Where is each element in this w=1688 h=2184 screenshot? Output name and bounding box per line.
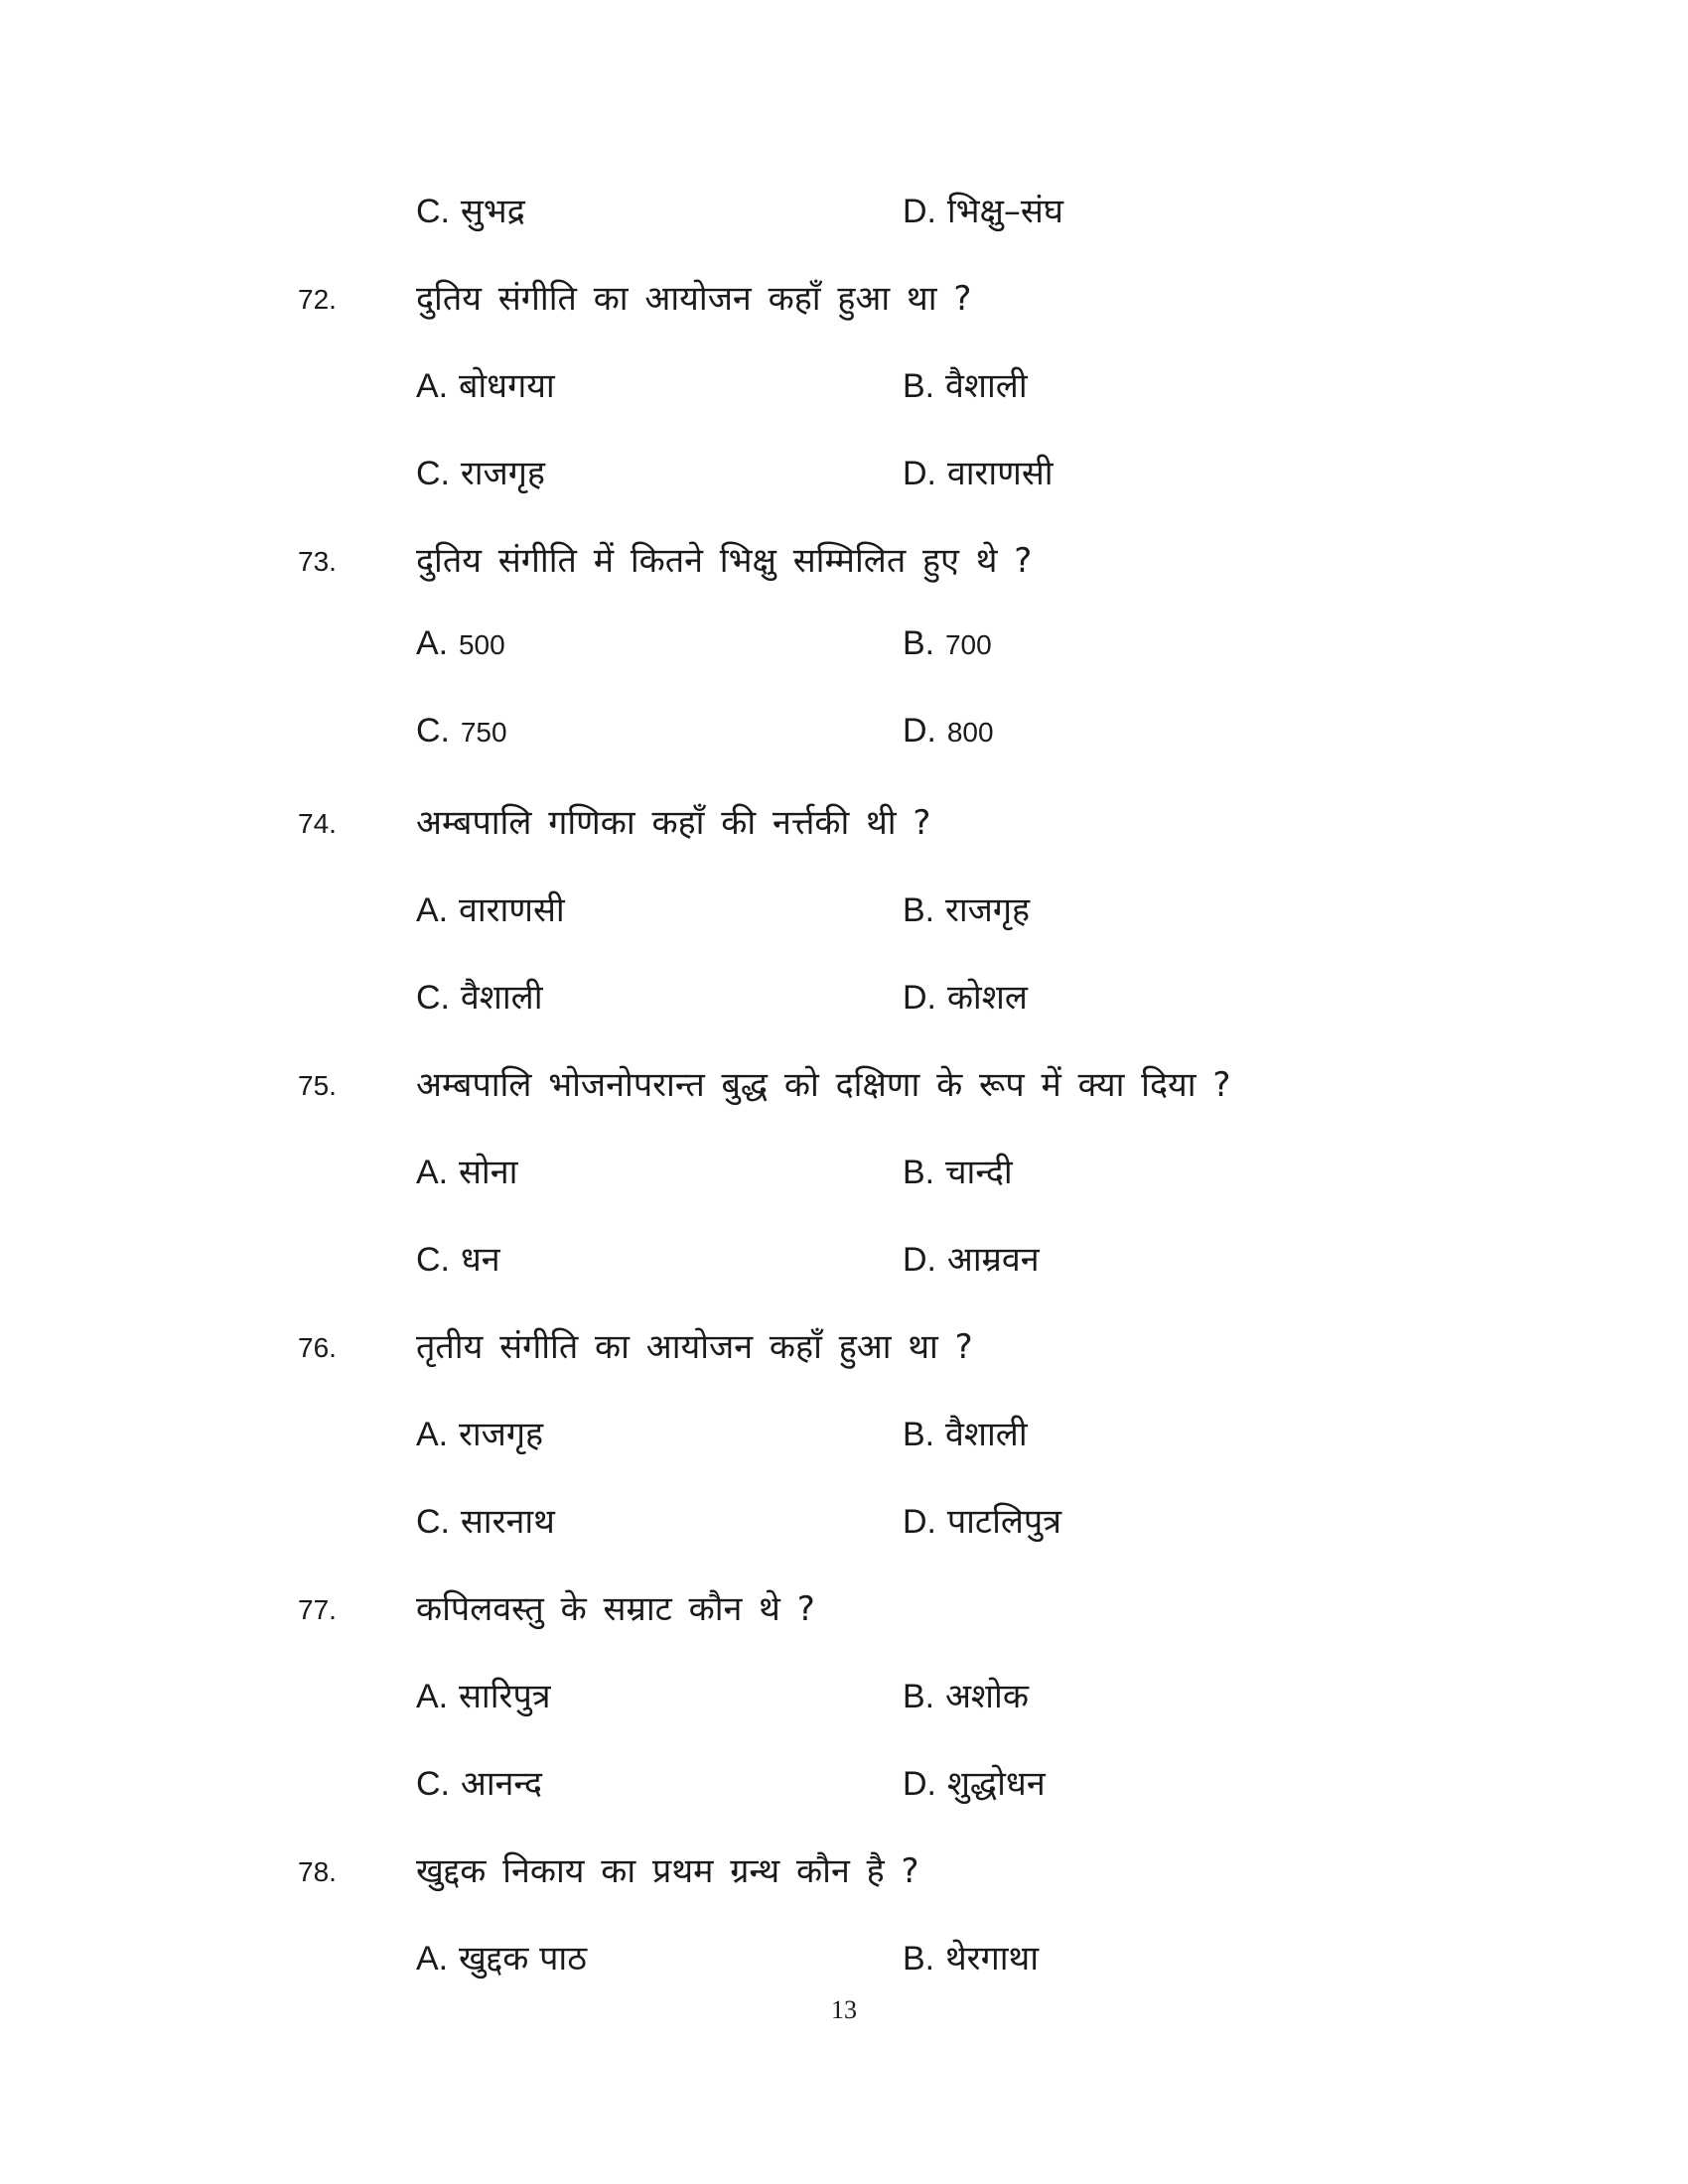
option-letter: D. xyxy=(903,193,936,230)
option-row xyxy=(0,1227,1688,1287)
option-d xyxy=(903,1759,1046,1805)
question-number: 78. xyxy=(298,1856,337,1887)
option-text: राजगृह xyxy=(944,890,1031,930)
option-letter: B. xyxy=(903,1154,935,1191)
option-letter: B. xyxy=(903,891,935,929)
option-letter: C. xyxy=(416,1503,450,1541)
option-letter: B. xyxy=(903,367,935,405)
option-letter: A. xyxy=(416,624,449,662)
option-letter: A. xyxy=(416,1154,449,1191)
option-b xyxy=(903,361,1028,407)
option-text: पाटलिपुत्र xyxy=(946,1502,1062,1542)
option-row xyxy=(0,441,1688,500)
option-text: शुद्धोधन xyxy=(946,1764,1046,1804)
option-text: भिक्षु–संघ xyxy=(946,192,1063,231)
option-c xyxy=(416,1235,500,1281)
option-letter: D. xyxy=(903,1241,936,1279)
option-letter: A. xyxy=(416,1678,449,1715)
question-text: कपिलवस्तु के सम्राट कौन थे ? xyxy=(416,1589,815,1629)
option-letter: C. xyxy=(416,1241,450,1279)
option-row xyxy=(0,703,1688,762)
option-b xyxy=(903,1672,1029,1717)
question-number: 74. xyxy=(298,808,337,839)
option-row xyxy=(0,878,1688,937)
question-text: खुद्दक निकाय का प्रथम ग्रन्थ कौन है ? xyxy=(416,1851,919,1891)
option-letter: C. xyxy=(416,455,450,492)
option-c xyxy=(416,1759,542,1805)
option-text: सारनाथ xyxy=(460,1502,555,1542)
option-text: आम्रवन xyxy=(946,1240,1040,1280)
question-row xyxy=(0,1839,1688,1898)
option-text: अशोक xyxy=(944,1677,1029,1716)
option-d xyxy=(903,449,1054,494)
option-a xyxy=(416,361,555,407)
question-row xyxy=(0,1052,1688,1112)
question-number: 77. xyxy=(298,1594,337,1625)
option-b xyxy=(903,623,992,663)
option-letter: D. xyxy=(903,979,936,1017)
option-letter: A. xyxy=(416,1416,449,1453)
option-a xyxy=(416,1410,543,1455)
option-a xyxy=(416,1934,587,1979)
option-row xyxy=(0,1751,1688,1811)
option-d xyxy=(903,711,994,751)
option-row xyxy=(0,1402,1688,1461)
question-text: दुतिय संगीति में कितने भिक्षु सम्मिलित हुए थे ? xyxy=(416,541,1033,581)
option-letter: C. xyxy=(416,1765,450,1803)
option-row xyxy=(0,615,1688,675)
option-text: राजगृह xyxy=(458,1415,544,1454)
option-c xyxy=(416,187,525,232)
question-text: अम्बपालि भोजनोपरान्त बुद्ध को दक्षिणा के रूप में क्या दिया ? xyxy=(416,1065,1231,1105)
option-row xyxy=(0,965,1688,1024)
question-row xyxy=(0,266,1688,326)
option-d xyxy=(903,187,1063,232)
question-text: दुतिय संगीति का आयोजन कहाँ हुआ था ? xyxy=(416,279,972,319)
option-text: सुभद्र xyxy=(460,192,525,231)
option-letter: B. xyxy=(903,1940,935,1978)
question-number: 73. xyxy=(298,546,337,577)
question-number: 75. xyxy=(298,1070,337,1101)
option-letter: A. xyxy=(416,367,449,405)
option-letter: D. xyxy=(903,1765,936,1803)
option-row xyxy=(0,1926,1688,1985)
option-text: थेरगाथा xyxy=(944,1939,1040,1979)
option-a xyxy=(416,886,565,931)
option-text: सोना xyxy=(458,1153,518,1192)
option-b xyxy=(903,886,1030,931)
option-c xyxy=(416,1497,555,1543)
option-letter: C. xyxy=(416,979,450,1017)
option-text: बोधगया xyxy=(458,366,555,406)
option-a xyxy=(416,623,505,663)
option-b xyxy=(903,1410,1028,1455)
option-row xyxy=(0,1664,1688,1723)
page-number: 13 xyxy=(831,1995,857,2024)
option-text: आनन्द xyxy=(460,1764,542,1804)
question-row xyxy=(0,1576,1688,1636)
question-number: 76. xyxy=(298,1332,337,1363)
option-text: सारिपुत्र xyxy=(458,1677,551,1716)
option-text: वैशाली xyxy=(944,1415,1028,1454)
option-text: 500 xyxy=(458,629,505,660)
option-text: कोशल xyxy=(946,978,1028,1018)
option-letter: D. xyxy=(903,712,936,750)
option-c xyxy=(416,973,543,1019)
option-a xyxy=(416,1148,517,1193)
option-text: राजगृह xyxy=(460,454,545,493)
question-row xyxy=(0,1314,1688,1374)
option-c xyxy=(416,449,545,494)
question-row xyxy=(0,528,1688,588)
option-letter: D. xyxy=(903,1503,936,1541)
option-text: चान्दी xyxy=(944,1153,1013,1192)
question-text: तृतीय संगीति का आयोजन कहाँ हुआ था ? xyxy=(416,1327,973,1367)
option-letter: B. xyxy=(903,1416,935,1453)
option-d xyxy=(903,1235,1040,1281)
option-row xyxy=(0,1140,1688,1199)
option-text: खुद्दक पाठ xyxy=(458,1939,587,1979)
option-letter: C. xyxy=(416,712,450,750)
option-text: वैशाली xyxy=(460,978,543,1018)
option-letter: B. xyxy=(903,1678,935,1715)
option-letter: A. xyxy=(416,1940,449,1978)
option-b xyxy=(903,1934,1039,1979)
option-d xyxy=(903,973,1028,1019)
option-text: वाराणसी xyxy=(946,454,1054,493)
option-c xyxy=(416,711,507,751)
question-row xyxy=(0,790,1688,850)
option-row xyxy=(0,179,1688,238)
question-number: 72. xyxy=(298,284,337,315)
option-b xyxy=(903,1148,1013,1193)
option-row xyxy=(0,1489,1688,1549)
option-text: 700 xyxy=(944,629,992,660)
option-letter: D. xyxy=(903,455,936,492)
option-letter: C. xyxy=(416,193,450,230)
option-letter: B. xyxy=(903,624,935,662)
option-text: वाराणसी xyxy=(458,890,565,930)
option-row xyxy=(0,353,1688,413)
option-letter: A. xyxy=(416,891,449,929)
option-text: 750 xyxy=(460,717,507,748)
question-text: अम्बपालि गणिका कहाँ की नर्त्तकी थी ? xyxy=(416,803,931,843)
option-text: वैशाली xyxy=(944,366,1028,406)
option-text: 800 xyxy=(946,717,994,748)
option-text: धन xyxy=(460,1240,500,1280)
option-d xyxy=(903,1497,1061,1543)
option-a xyxy=(416,1672,551,1717)
